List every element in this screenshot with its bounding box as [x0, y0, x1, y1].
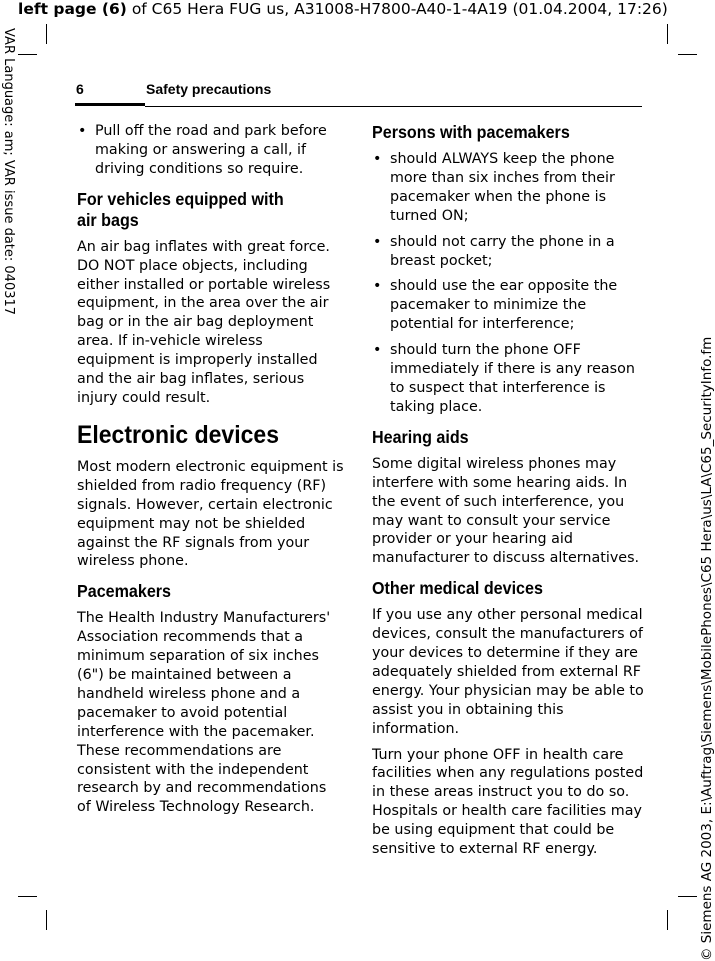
var-info-text: VAR Language: am; VAR issue date: 040317	[1, 28, 16, 316]
file-path-text: © Siemens AG 2003, E:\Auftrag\Siemens\MobilePhones\C65 Hera\us\LA\C65_SecurityInfo.fm	[699, 336, 715, 961]
list-item	[372, 150, 644, 226]
pacemaker-bullet-list	[372, 150, 644, 417]
crop-mark-bl-v	[46, 910, 47, 930]
crop-mark-tr-h	[678, 54, 697, 55]
list-item	[372, 341, 644, 417]
pacemakers-heading: Pacemakers	[77, 581, 171, 602]
list-item-text: should not carry the phone in a breast pocket;	[390, 233, 615, 269]
header-rule-thin	[145, 106, 642, 107]
hearing-aids-heading: Hearing aids	[372, 426, 469, 447]
list-item	[372, 277, 644, 334]
other-medical-devices-heading: Other medical devices	[372, 578, 543, 599]
crop-mark-tl-v	[46, 24, 47, 44]
other-medical-paragraph-2: Turn your phone OFF in health care facilities when any regulations posted in these areas instruct you to do so. Hospitals or health care facilities may be using equipment that could be sensitive to external RF energy.	[372, 746, 644, 858]
list-item-text: should turn the phone OFF immediately if there is any reason to suspect that interference is taking place.	[390, 342, 635, 415]
list-item	[372, 233, 644, 271]
bullet-marker: •	[78, 123, 87, 139]
crop-mark-tr-v	[667, 24, 668, 44]
airbags-heading: For vehicles equipped with air bags	[77, 188, 284, 230]
electronic-devices-heading: Electronic devices	[77, 420, 279, 449]
intro-bullet-list	[77, 122, 344, 179]
hearing-aids-paragraph: Some digital wireless phones may interfere with some hearing aids. In the event of such interference, you may want to consult your service provider or your hearing aid manufacturer to discuss alternatives.	[372, 455, 640, 567]
crop-mark-br-h	[678, 896, 697, 897]
airbags-paragraph: An air bag inflates with great force. DO NOT place objects, including either installed or portable wireless equipment, in the area over the air bag or in the air bag deployment area. If in-vehicle wireless equipment is improperly installed and the air bag inflates, serious injury could result.	[77, 238, 331, 406]
list-item-text: Pull off the road and park before making or answering a call, if driving conditions so require.	[95, 123, 327, 177]
list-item-text: should ALWAYS keep the phone more than six inches from their pacemaker when the phone is turned ON;	[390, 151, 615, 224]
list-item-text: should use the ear opposite the pacemaker to minimize the potential for interference;	[390, 278, 618, 333]
var-info-margin	[0, 28, 16, 328]
persons-with-pacemakers-heading: Persons with pacemakers	[372, 122, 570, 142]
section-title: Safety precautions	[146, 81, 272, 97]
other-medical-paragraph-1: If you use any other personal medical devices, consult the manufacturers of your devices to determine if they are adequately shielded from external RF energy. Your physician may be able to assist you in obtaining this information.	[372, 607, 644, 737]
print-job-header	[18, 0, 668, 18]
crop-mark-tl-h	[18, 54, 37, 55]
bullet-marker: •	[373, 233, 382, 250]
bullet-marker: •	[373, 278, 382, 295]
electronic-devices-paragraph: Most modern electronic equipment is shielded from radio frequency (RF) signals. However, certain electronic equipment may not be shielded against the RF signals from your wireless phone.	[77, 458, 344, 570]
file-path-margin	[699, 0, 715, 961]
header-rule-thick	[75, 103, 145, 106]
print-job-page-label: left page (6)	[18, 0, 127, 18]
page-number: 6	[76, 81, 84, 97]
bullet-marker: •	[373, 151, 382, 167]
crop-mark-bl-h	[18, 896, 37, 897]
right-column	[372, 122, 644, 866]
left-column	[77, 122, 344, 824]
pacemakers-paragraph: The Health Industry Manufacturers' Association recommends that a minimum separation of six inches (6") be maintained between a handheld wireless phone and a pacemaker to avoid potential interference with the pacemaker. These recommendations are consistent with the independent research by and recommendations of Wireless Technology Research.	[77, 610, 331, 816]
list-item	[77, 122, 344, 179]
print-job-details: of C65 Hera FUG us, A31008-H7800-A40-1-4A19 (01.04.2004, 17:26)	[126, 0, 668, 18]
bullet-marker: •	[373, 342, 382, 359]
crop-mark-br-v	[667, 910, 668, 930]
